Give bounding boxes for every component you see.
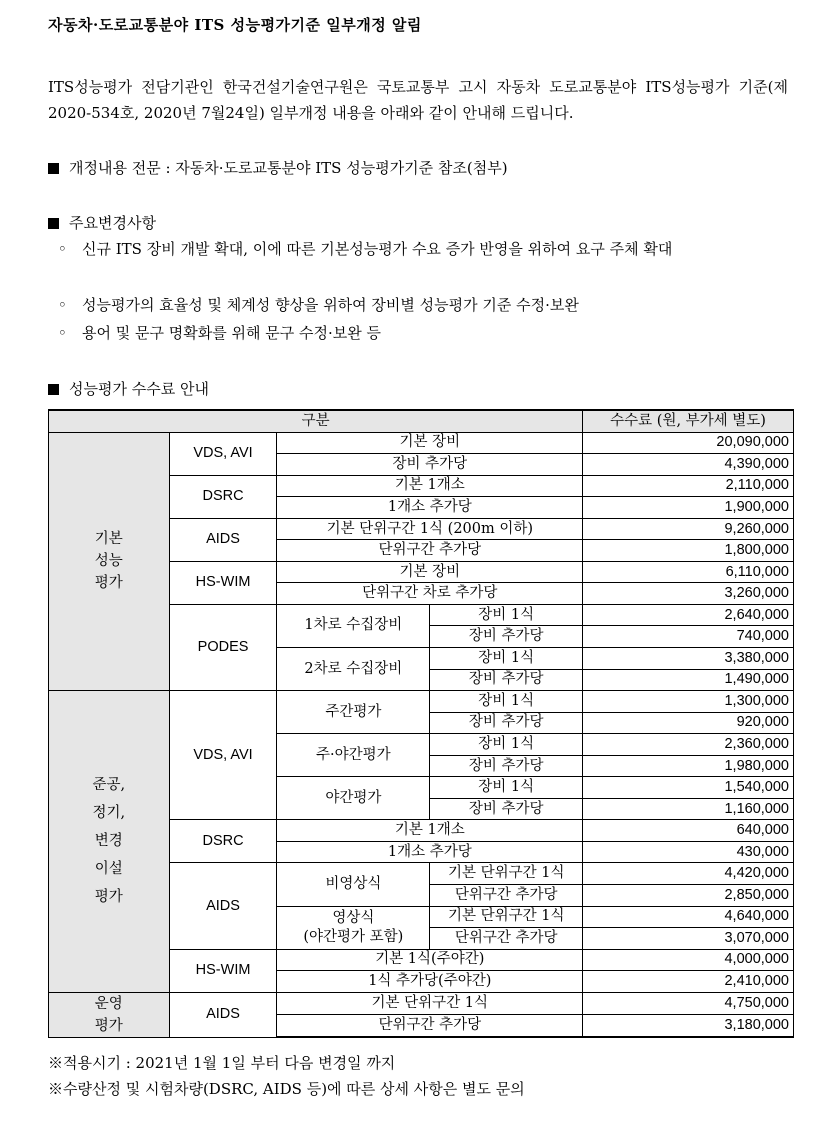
fee-value: 1,490,000 bbox=[583, 669, 794, 691]
fee-value: 9,260,000 bbox=[583, 518, 794, 540]
item-label: 단위구간 추가당 bbox=[430, 928, 583, 950]
fee-value: 4,000,000 bbox=[583, 949, 794, 971]
item-label: 장비 추가당 bbox=[430, 626, 583, 648]
list-item bbox=[58, 320, 788, 347]
list-item-text: 성능평가의 효율성 및 체계성 향상을 위하여 장비별 성능평가 기준 수정·보완 bbox=[82, 296, 579, 314]
item-label: 기본 단위구간 1식 (200m 이하) bbox=[277, 518, 583, 540]
circle-bullet-icon: ◦ bbox=[58, 324, 67, 342]
fee-value: 430,000 bbox=[583, 841, 794, 863]
table-header-row bbox=[49, 410, 794, 432]
item-label: 단위구간 차로 추가당 bbox=[277, 583, 583, 605]
section-label: 개정내용 전문 : 자동차·도로교통분야 ITS 성능평가기준 참조(첨부) bbox=[69, 159, 508, 177]
section-label: 성능평가 수수료 안내 bbox=[69, 380, 209, 398]
fee-value: 4,420,000 bbox=[583, 863, 794, 885]
fee-value: 3,260,000 bbox=[583, 583, 794, 605]
section-major-changes bbox=[48, 212, 156, 233]
list-item bbox=[58, 292, 788, 319]
circle-bullet-icon: ◦ bbox=[58, 240, 67, 258]
square-bullet-icon bbox=[48, 163, 59, 174]
table-row bbox=[49, 432, 794, 454]
device-hs-wim: HS-WIM bbox=[169, 949, 277, 992]
header-fee: 수수료 (원, 부가세 별도) bbox=[583, 410, 794, 432]
group-completion-evaluation: 준공, 정기, 변경 이설 평가 bbox=[49, 691, 170, 993]
fee-value: 1,540,000 bbox=[583, 777, 794, 799]
fee-value: 2,850,000 bbox=[583, 885, 794, 907]
fee-value: 3,180,000 bbox=[583, 1015, 794, 1038]
item-label: 장비 추가당 bbox=[430, 798, 583, 820]
intro-paragraph bbox=[48, 74, 788, 126]
fee-value: 1,900,000 bbox=[583, 497, 794, 519]
item-label: 기본 1개소 bbox=[277, 475, 583, 497]
section-label: 주요변경사항 bbox=[69, 214, 156, 232]
device-podes: PODES bbox=[169, 604, 277, 690]
item-label: 기본 1개소 bbox=[277, 820, 583, 842]
fee-value: 1,800,000 bbox=[583, 540, 794, 562]
intro-text: ITS성능평가 전담기관인 한국건설기술연구원은 국토교통부 고시 자동차 도로교통분야 ITS성능평가 기준(제 2020-534호, 2020년 7월24일) 일부개정 내용을 아래와 같이 안내해 드립니다. bbox=[48, 78, 788, 122]
item-label: 단위구간 추가당 bbox=[430, 885, 583, 907]
item-label: 장비 1식 bbox=[430, 734, 583, 756]
item-label: 장비 1식 bbox=[430, 777, 583, 799]
device-vds-avi: VDS, AVI bbox=[169, 432, 277, 475]
fee-value: 3,070,000 bbox=[583, 928, 794, 950]
item-label: 1개소 추가당 bbox=[277, 841, 583, 863]
fee-value: 2,640,000 bbox=[583, 604, 794, 626]
fee-value: 740,000 bbox=[583, 626, 794, 648]
item-label: 장비 추가당 bbox=[277, 454, 583, 476]
section-fee-guide bbox=[48, 378, 209, 399]
header-category: 구분 bbox=[49, 410, 583, 432]
item-label: 장비 1식 bbox=[430, 648, 583, 670]
square-bullet-icon bbox=[48, 384, 59, 395]
list-item-text: 신규 ITS 장비 개발 확대, 이에 따른 기본성능평가 수요 증가 반영을 위하여 요구 주체 확대 bbox=[82, 240, 673, 258]
item-label: 기본 장비 bbox=[277, 561, 583, 583]
item-label: 1식 추가당(주야간) bbox=[277, 971, 583, 993]
item-label: 장비 추가당 bbox=[430, 669, 583, 691]
section-revision-full-text bbox=[48, 157, 508, 178]
item-label: 단위구간 추가당 bbox=[277, 540, 583, 562]
sub-night-evaluation: 야간평가 bbox=[277, 777, 430, 820]
fee-value: 6,110,000 bbox=[583, 561, 794, 583]
device-dsrc: DSRC bbox=[169, 475, 277, 518]
page-title: 자동차·도로교통분야 ITS 성능평가기준 일부개정 알림 bbox=[48, 16, 422, 34]
device-aids: AIDS bbox=[169, 863, 277, 949]
fee-value: 1,300,000 bbox=[583, 691, 794, 713]
sub-day-night-evaluation: 주·야간평가 bbox=[277, 734, 430, 777]
fee-value: 4,640,000 bbox=[583, 906, 794, 928]
device-vds-avi: VDS, AVI bbox=[169, 691, 277, 820]
group-basic-evaluation: 기본 성능 평가 bbox=[49, 432, 170, 691]
fee-value: 2,110,000 bbox=[583, 475, 794, 497]
item-label: 1개소 추가당 bbox=[277, 497, 583, 519]
note-inquiry: ※수량산정 및 시험차량(DSRC, AIDS 등)에 따른 상세 사항은 별도 문의 bbox=[48, 1080, 525, 1098]
fee-value: 20,090,000 bbox=[583, 432, 794, 454]
sub-lane1-collector: 1차로 수집장비 bbox=[277, 604, 430, 647]
item-label: 장비 추가당 bbox=[430, 755, 583, 777]
item-label: 기본 단위구간 1식 bbox=[430, 906, 583, 928]
item-label: 장비 추가당 bbox=[430, 712, 583, 734]
fee-value: 1,980,000 bbox=[583, 755, 794, 777]
fee-value: 640,000 bbox=[583, 820, 794, 842]
circle-bullet-icon: ◦ bbox=[58, 296, 67, 314]
sub-lane2-collector: 2차로 수집장비 bbox=[277, 648, 430, 691]
device-dsrc: DSRC bbox=[169, 820, 277, 863]
item-label: 기본 단위구간 1식 bbox=[277, 992, 583, 1014]
item-label: 기본 단위구간 1식 bbox=[430, 863, 583, 885]
device-hs-wim: HS-WIM bbox=[169, 561, 277, 604]
fee-value: 2,360,000 bbox=[583, 734, 794, 756]
item-label: 장비 1식 bbox=[430, 604, 583, 626]
fee-value: 1,160,000 bbox=[583, 798, 794, 820]
table-row bbox=[49, 691, 794, 713]
item-label: 기본 장비 bbox=[277, 432, 583, 454]
table-row bbox=[49, 992, 794, 1014]
fee-table bbox=[48, 409, 794, 1038]
note-application-period: ※적용시기 : 2021년 1월 1일 부터 다음 변경일 까지 bbox=[48, 1054, 396, 1072]
fee-value: 920,000 bbox=[583, 712, 794, 734]
list-item-text: 용어 및 문구 명확화를 위해 문구 수정·보완 등 bbox=[82, 324, 381, 342]
square-bullet-icon bbox=[48, 218, 59, 229]
item-label: 기본 1식(주야간) bbox=[277, 949, 583, 971]
device-aids: AIDS bbox=[169, 518, 277, 561]
fee-value: 4,390,000 bbox=[583, 454, 794, 476]
sub-image: 영상식 (야간평가 포함) bbox=[277, 906, 430, 949]
sub-day-evaluation: 주간평가 bbox=[277, 691, 430, 734]
fee-value: 4,750,000 bbox=[583, 992, 794, 1014]
sub-non-image: 비영상식 bbox=[277, 863, 430, 906]
group-operation-evaluation: 운영 평가 bbox=[49, 992, 170, 1037]
item-label: 단위구간 추가당 bbox=[277, 1015, 583, 1038]
item-label: 장비 1식 bbox=[430, 691, 583, 713]
list-item bbox=[58, 236, 788, 263]
device-aids: AIDS bbox=[169, 992, 277, 1037]
fee-value: 2,410,000 bbox=[583, 971, 794, 993]
fee-value: 3,380,000 bbox=[583, 648, 794, 670]
